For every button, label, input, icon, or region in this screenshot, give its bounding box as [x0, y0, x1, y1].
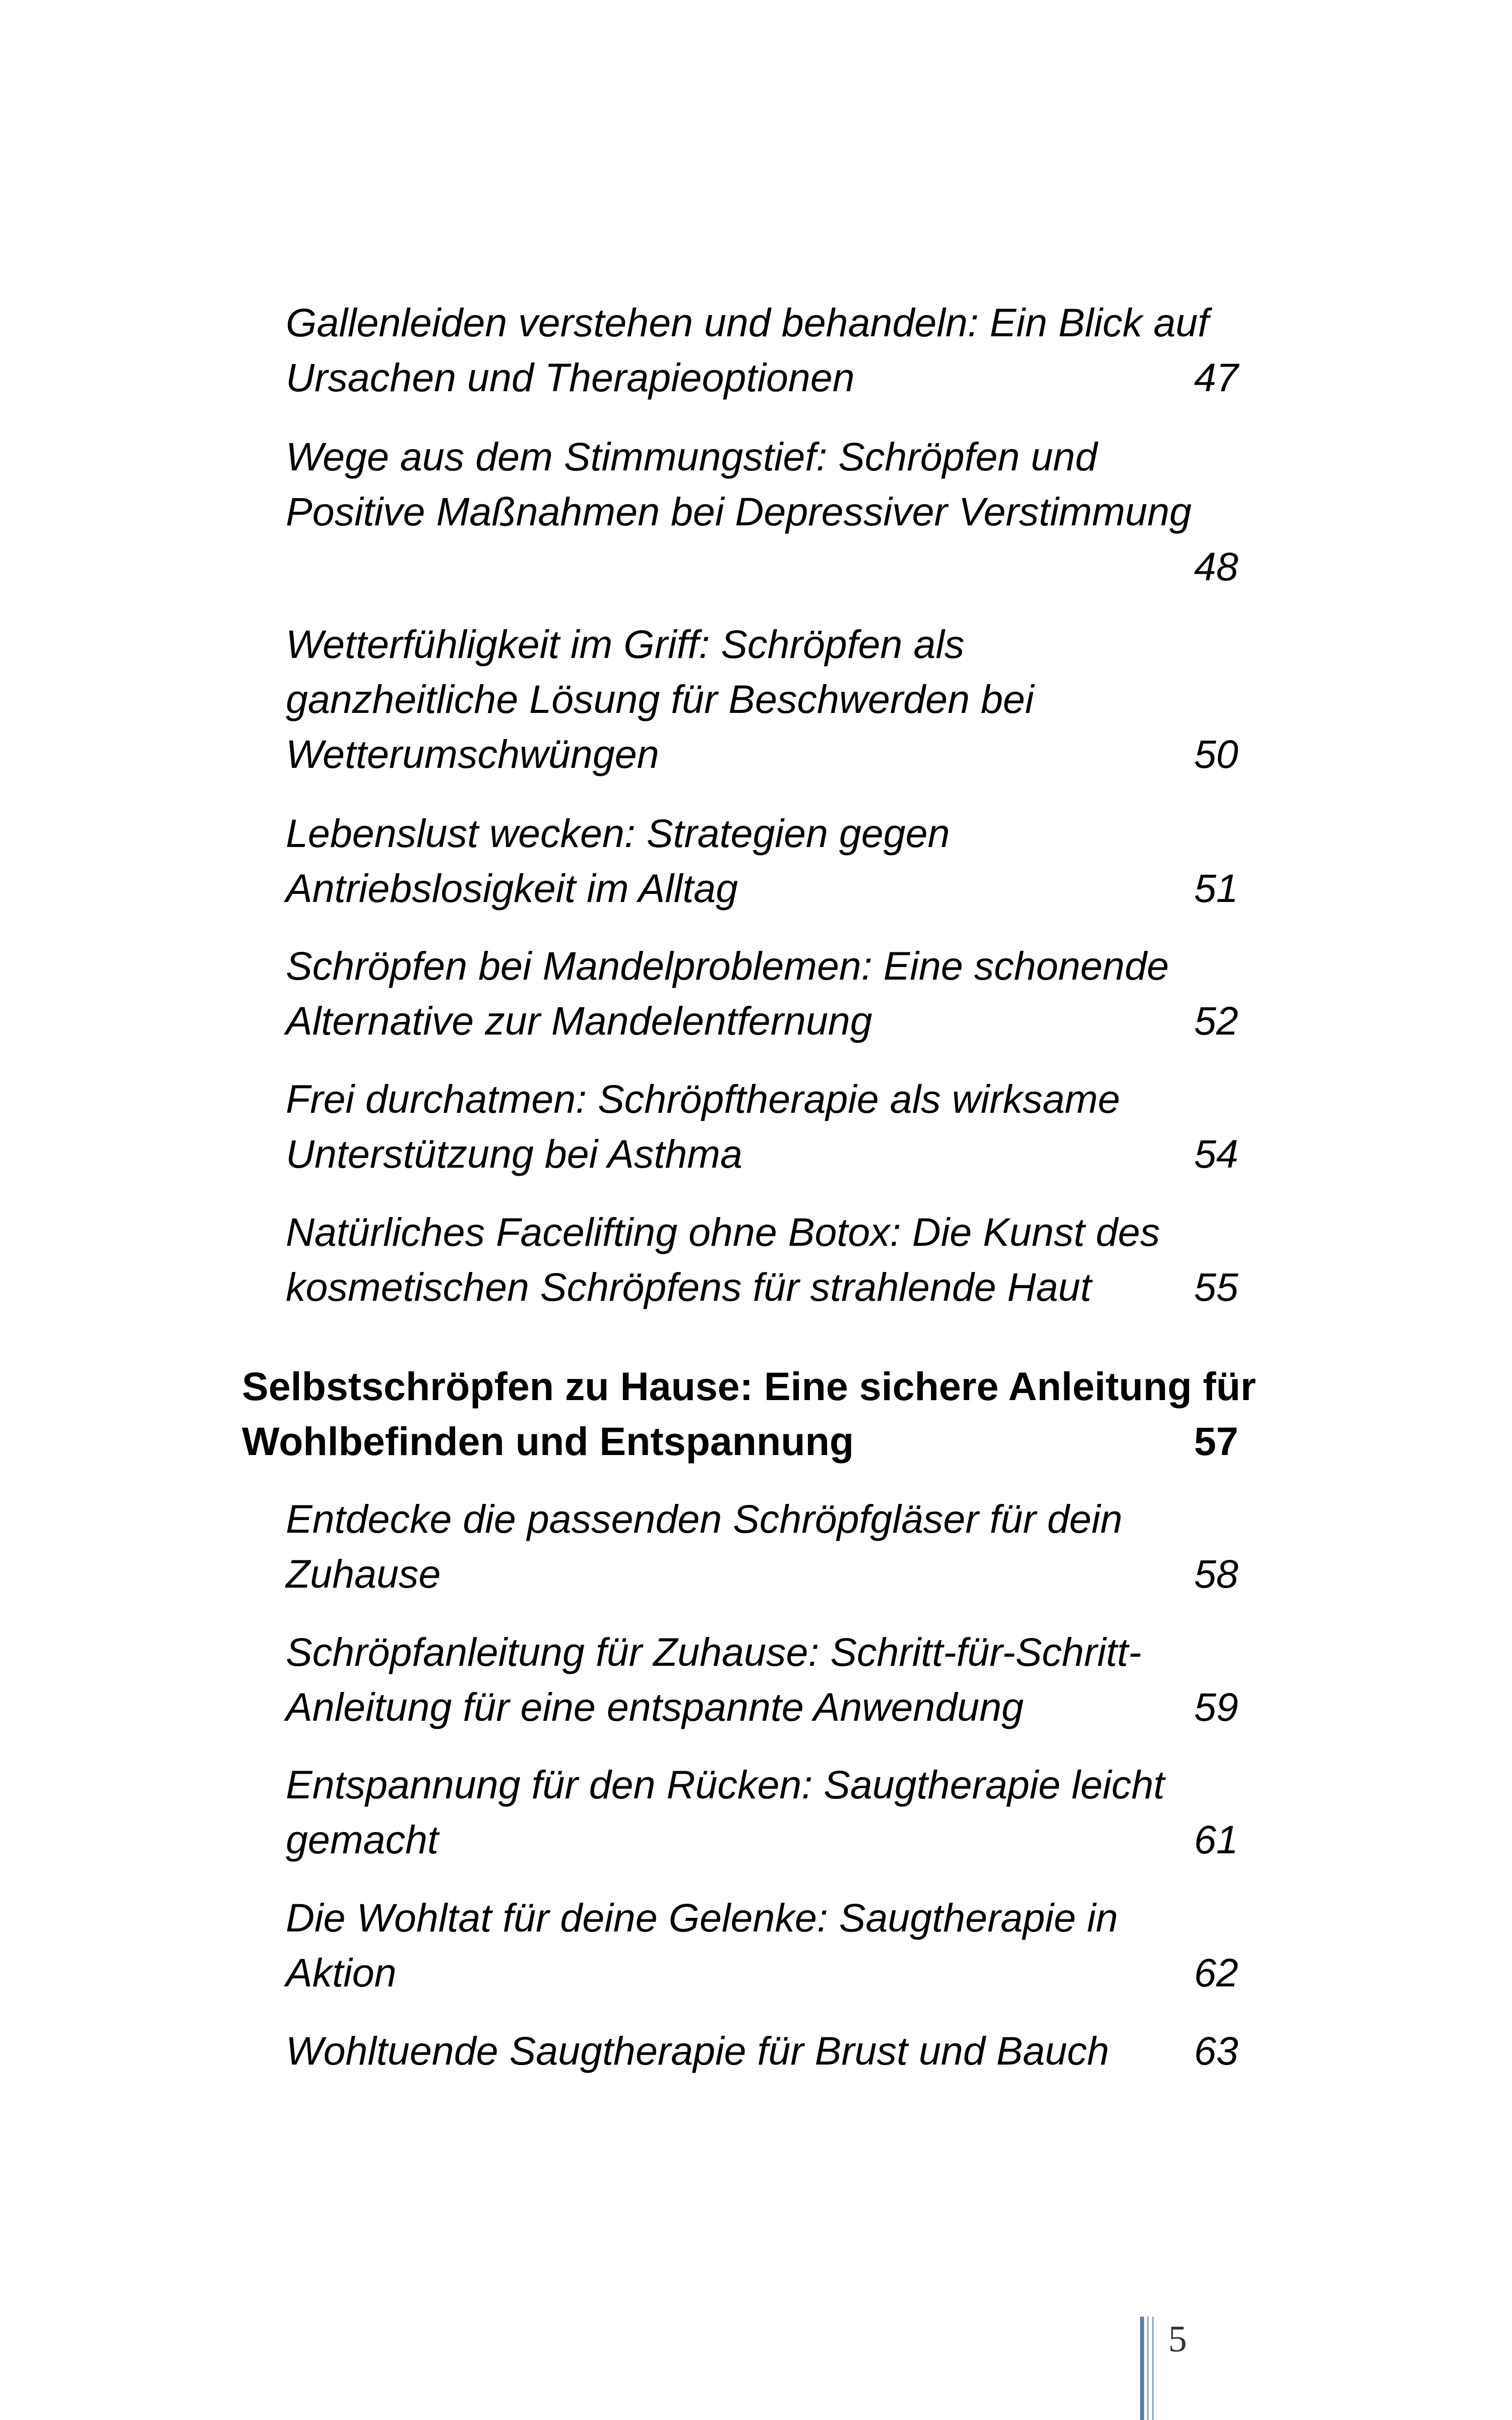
toc-entry[interactable]	[286, 1071, 1238, 1181]
toc-entry-page-number: 48	[1194, 544, 1238, 589]
page-number: 5	[1168, 2319, 1187, 2360]
toc-entry-page-number: 62	[1194, 1950, 1238, 1995]
toc-entry-title-line: Natürliches Facelifting ohne Botox: Die Kunst des	[286, 1209, 1160, 1254]
toc-entry-page-number: 55	[1194, 1264, 1238, 1309]
toc-entry-title-line: Ursachen und Therapieoptionen	[286, 355, 855, 400]
toc-chapter-page-number: 57	[1194, 1419, 1238, 1464]
toc-entry-title-line: Aktion	[286, 1950, 397, 1995]
footer-rule-thin	[1152, 2317, 1154, 2420]
toc-entry-title-line: Alternative zur Mandelentfernung	[286, 998, 872, 1043]
toc-entry[interactable]	[286, 1204, 1238, 1314]
toc-entry-title-line: gemacht	[286, 1817, 439, 1862]
toc-entry[interactable]	[286, 2023, 1238, 2078]
toc-entry-title-line: Schröpfanleitung für Zuhause: Schritt-für-Schritt-	[286, 1629, 1142, 1674]
toc-entry[interactable]	[286, 1624, 1238, 1734]
toc-entry-title-line: Unterstützung bei Asthma	[286, 1131, 743, 1176]
toc-entry[interactable]	[286, 1491, 1238, 1601]
toc-entry[interactable]	[286, 429, 1238, 594]
toc-entry-title-line: kosmetischen Schröpfens für strahlende Haut	[286, 1264, 1092, 1309]
toc-entry[interactable]	[286, 295, 1238, 405]
toc-entry-title-line: Wohltuende Saugtherapie für Brust und Bauch	[286, 2028, 1109, 2073]
toc-entry[interactable]	[286, 1757, 1238, 1867]
toc-entry-title-line: Antriebslosigkeit im Alltag	[286, 866, 738, 911]
toc-entry-title-line: Lebenslust wecken: Strategien gegen	[286, 811, 950, 856]
toc-entry-page-number: 59	[1194, 1684, 1238, 1729]
toc-chapter-entry[interactable]	[242, 1359, 1256, 1469]
toc-entry-title-line: Gallenleiden verstehen und behandeln: Ein Blick auf	[286, 300, 1209, 345]
toc-entry-page-number: 51	[1194, 866, 1238, 911]
footer-rule	[1140, 2317, 1144, 2420]
toc-entry-title-line: Frei durchatmen: Schröpftherapie als wirksame	[286, 1076, 1120, 1121]
footer-rule-thin	[1147, 2317, 1149, 2420]
toc-entry-page-number: 58	[1194, 1551, 1238, 1596]
toc-entry[interactable]	[286, 617, 1238, 781]
toc-entry-title-line: Wetterumschwüngen	[286, 732, 659, 776]
toc-chapter-title-line: Wohlbefinden und Entspannung	[242, 1419, 854, 1464]
toc-entry-page-number: 47	[1194, 355, 1238, 400]
toc-entry-title-line: Positive Maßnahmen bei Depressiver Verstimmung	[286, 489, 1192, 534]
toc-entry-title-line: Die Wohltat für deine Gelenke: Saugtherapie in	[286, 1895, 1118, 1940]
toc-entry-title-line: Wetterfühligkeit im Griff: Schröpfen als	[286, 622, 965, 667]
toc-entry-title-line: Zuhause	[286, 1551, 441, 1596]
toc-entry-title-line: Schröpfen bei Mandelproblemen: Eine schonende	[286, 943, 1169, 988]
toc-entry-page-number: 61	[1194, 1817, 1238, 1862]
toc-entry[interactable]	[286, 1890, 1238, 2000]
toc-entry[interactable]	[286, 806, 1238, 916]
toc-entry-title-line: Wege aus dem Stimmungstief: Schröpfen und	[286, 434, 1098, 479]
toc-entry-page-number: 63	[1194, 2028, 1238, 2073]
toc-entry-title-line: Anleitung für eine entspannte Anwendung	[286, 1684, 1024, 1729]
toc-entry-title-line: Entspannung für den Rücken: Saugtherapie leicht	[286, 1762, 1165, 1807]
toc-entry-title-line: ganzheitliche Lösung für Beschwerden bei	[286, 677, 1034, 721]
toc-entry-page-number: 54	[1194, 1131, 1238, 1176]
toc-entry[interactable]	[286, 938, 1238, 1048]
toc-entry-page-number: 52	[1194, 998, 1238, 1043]
toc-entry-page-number: 50	[1194, 732, 1238, 776]
toc-chapter-title-line: Selbstschröpfen zu Hause: Eine sichere Anleitung für	[242, 1364, 1256, 1409]
toc-entry-title-line: Entdecke die passenden Schröpfgläser für dein	[286, 1496, 1123, 1541]
